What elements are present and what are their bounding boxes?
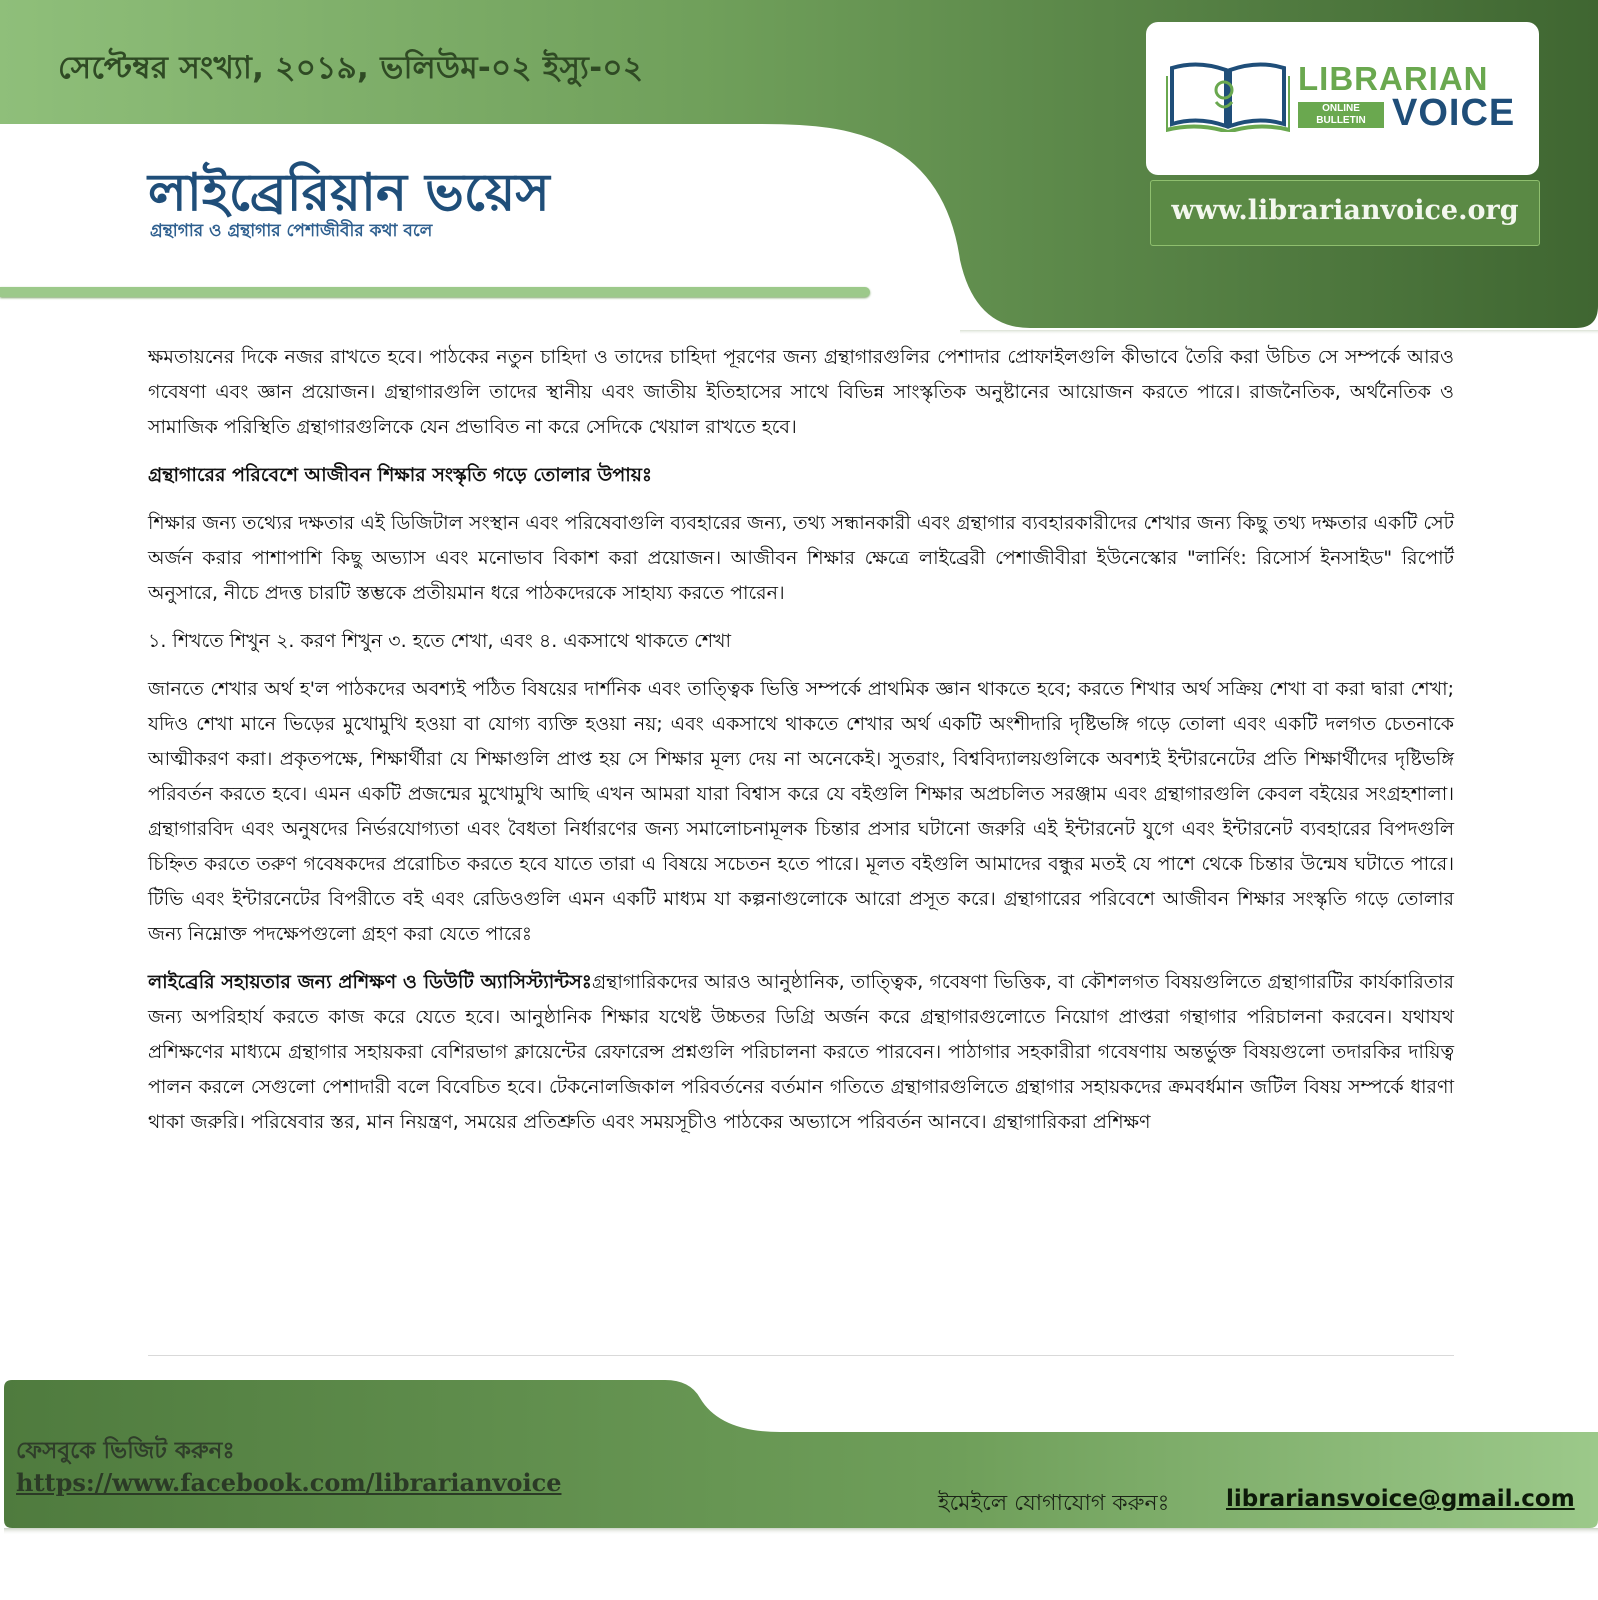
logo-badge-line2: BULLETIN xyxy=(1316,115,1366,126)
body-divider xyxy=(148,1355,1454,1356)
email-label: ইমেইলে যোগাযোগ করুনঃ xyxy=(938,1491,1170,1516)
article-body xyxy=(148,340,1454,1153)
facebook-link[interactable]: https://www.facebook.com/librarianvoice xyxy=(16,1468,562,1497)
website-box xyxy=(1150,180,1540,246)
paragraph-4-lead: লাইব্রেরি সহায়তার জন্য প্রশিক্ষণ ও ডিউটি অ্যাসিস্ট্যান্টসঃ xyxy=(148,971,592,993)
header-divider xyxy=(0,287,870,297)
paragraph-2: শিক্ষার জন্য তথ্যের দক্ষতার এই ডিজিটাল সংস্থান এবং পরিষেবাগুলি ব্যবহারের জন্য, তথ্য সন্ধানকারী এবং গ্রন্থাগার ব্যবহারকারীদের শেখার জন্য কিছু তথ্য দক্ষতার একটি সেট অর্জন করার পাশাপাশি কিছু অভ্যাস এবং মনোভাব বিকাশ করা প্রয়োজন। আজীবন শিক্ষার ক্ষেত্রে লাইব্রেরী পেশাজীবীরা ইউনেস্কোর "লার্নিং: রিসোর্স ইনসাইড" রিপোর্ট অনুসারে, নীচে প্রদত্ত চারটি স্তম্ভকে প্রতীয়মান ধরে পাঠকদেরকে সাহায্য করতে পারেন। xyxy=(148,512,1454,604)
bulletin-subtitle: গ্রন্থাগার ও গ্রন্থাগার পেশাজীবীর কথা বলে xyxy=(150,221,433,241)
pillars-list: ১. শিখতে শিখুন ২. করণ শিখুন ৩. হতে শেখা, এবং ৪. একসাথে থাকতে শেখা xyxy=(148,630,732,652)
paragraph-3: জানতে শেখার অর্থ হ'ল পাঠকদের অবশ্যই পঠিত বিষয়ের দার্শনিক এবং তাত্ত্বিক ভিত্তি সম্পর্কে প্রাথমিক জ্ঞান থাকতে হবে; করতে শিখার অর্থ সক্রিয় শেখা বা করা দ্বারা শেখা; যদিও শেখা মানে ভিড়ের মুখোমুখি হওয়া বা যোগ্য ব্যক্তি হওয়া নয়; এবং একসাথে থাকতে শেখার অর্থ একটি অংশীদারি দৃষ্টিভঙ্গি গড়ে তোলা এবং একটি দলগত চেতনাকে আত্মীকরণ করা। প্রকৃতপক্ষে, শিক্ষার্থীরা যে শিক্ষাগুলি প্রাপ্ত হয় সে শিক্ষার মূল্য দেয় না অনেকেই। সুতরাং, বিশ্ববিদ্যালয়গুলিকে অবশ্যই ইন্টারনেটের প্রতি শিক্ষার্থীদের দৃষ্টিভঙ্গি পরিবর্তন করতে হবে। এমন একটি প্রজন্মের মুখোমুখি আছি এখন আমরা যারা বিশ্বাস করে যে বইগুলি শিক্ষার অপ্রচলিত সরঞ্জাম এবং গ্রন্থাগারগুলি কেবল বইয়ের সংগ্রহশালা। গ্রন্থাগারবিদ এবং অনুষদের নির্ভরযোগ্যতা এবং বৈধতা নির্ধারণের জন্য সমালোচনামূলক চিন্তার প্রসার ঘটানো জরুরি এই ইন্টারনেট যুগে এবং ইন্টারনেট ব্যবহারের বিপদগুলি চিহ্নিত করতে তরুণ গবেষকদের প্ররোচিত করতে হবে যাতে তারা এ বিষয়ে সচেতন হতে পারে। মূলত বইগুলি আমাদের বন্ধুর মতই যে পাশে থেকে চিন্তার উন্মেষ ঘটাতে পারে। টিভি এবং ইন্টারনেটের বিপরীতে বই এবং রেডিওগুলি এমন একটি মাধ্যম যা কল্পনাগুলোকে আরো প্রসূত করে। গ্রন্থাগারের পরিবেশে আজীবন শিক্ষার সংস্কৃতি গড়ে তোলার জন্য নিম্নোক্ত পদক্ষেপগুলো গ্রহণ করা যেতে পারেঃ xyxy=(148,678,1454,945)
logo-word-librarian: LIBRARIAN xyxy=(1298,60,1489,97)
logo[interactable] xyxy=(1146,22,1539,175)
logo-badge-line1: ONLINE xyxy=(1322,103,1360,114)
bulletin-title: লাইব্রেরিয়ান ভয়েস xyxy=(148,163,550,223)
logo-word-voice: VOICE xyxy=(1392,92,1516,134)
section-heading: গ্রন্থাগারের পরিবেশে আজীবন শিক্ষার সংস্কৃতি গড়ে তোলার উপায়ঃ xyxy=(148,464,653,486)
email-link[interactable]: librariansvoice@gmail.com xyxy=(1226,1486,1575,1512)
open-book-icon xyxy=(1166,56,1290,132)
paragraph-4-text: গ্রন্থাগারিকদের আরও আনুষ্ঠানিক, তাত্ত্বিক, গবেষণা ভিত্তিক, বা কৌশলগত বিষয়গুলিতে গ্রন্থাগারটির কার্যকারিতার জন্য অপরিহার্য করতে কাজ করে যেতে হবে। আনুষ্ঠানিক শিক্ষার যথেষ্ট উচ্চতর ডিগ্রি অর্জন করে গ্রন্থাগারগুলোতে নিয়োগ প্রাপ্তরা গন্থাগার পরিচালনা করবেন। যথাযথ প্রশিক্ষণের মাধ্যমে গ্রন্থাগার সহায়করা বেশিরভাগ ক্লায়েন্টের রেফারেন্স প্রশ্নগুলি পরিচালনা করতে পারবেন। পাঠাগার সহকারীরা গবেষণায় অন্তর্ভুক্ত বিষয়গুলো তদারকির দায়িত্ব পালন করলে সেগুলো পেশাদারী বলে বিবেচিত হবে। টেকনোলজিকাল পরিবর্তনের বর্তমান গতিতে গ্রন্থাগারগুলিতে গ্রন্থাগার সহায়কদের ক্রমবর্ধমান জটিল বিষয় সম্পর্কে ধারণা থাকা জরুরি। পরিষেবার স্তর, মান নিয়ন্ত্রণ, সময়ের প্রতিশ্রুতি এবং সময়সূচীও পাঠকের অভ্যাসে পরিবর্তন আনবে। গ্রন্থাগারিকরা প্রশিক্ষণ xyxy=(148,971,1454,1133)
paragraph-4 xyxy=(148,965,1454,1140)
website-link[interactable]: www.librarianvoice.org xyxy=(1171,195,1519,226)
issue-line: সেপ্টেম্বর সংখ্যা, ২০১৯, ভলিউম-০২ ইস্যু-০২ xyxy=(58,50,644,86)
logo-badge xyxy=(1298,102,1384,128)
paragraph-1: ক্ষমতায়নের দিকে নজর রাখতে হবে। পাঠকের নতুন চাহিদা ও তাদের চাহিদা পূরণের জন্য গ্রন্থাগারগুলির পেশাদার প্রোফাইলগুলি কীভাবে তৈরি করা উচিত সে সম্পর্কে আরও গবেষণা এবং জ্ঞান প্রয়োজন। গ্রন্থাগারগুলি তাদের স্থানীয় এবং জাতীয় ইতিহাসের সাথে বিভিন্ন সাংস্কৃতিক অনুষ্টানের আয়োজন করতে পারে। রাজনৈতিক, অর্থনৈতিক ও সামাজিক পরিস্থিতি গ্রন্থাগারগুলিকে যেন প্রভাবিত না করে সেদিকে খেয়াল রাখতে হবে। xyxy=(148,346,1454,438)
facebook-label: ফেসবুকে ভিজিট করুনঃ xyxy=(16,1438,235,1464)
